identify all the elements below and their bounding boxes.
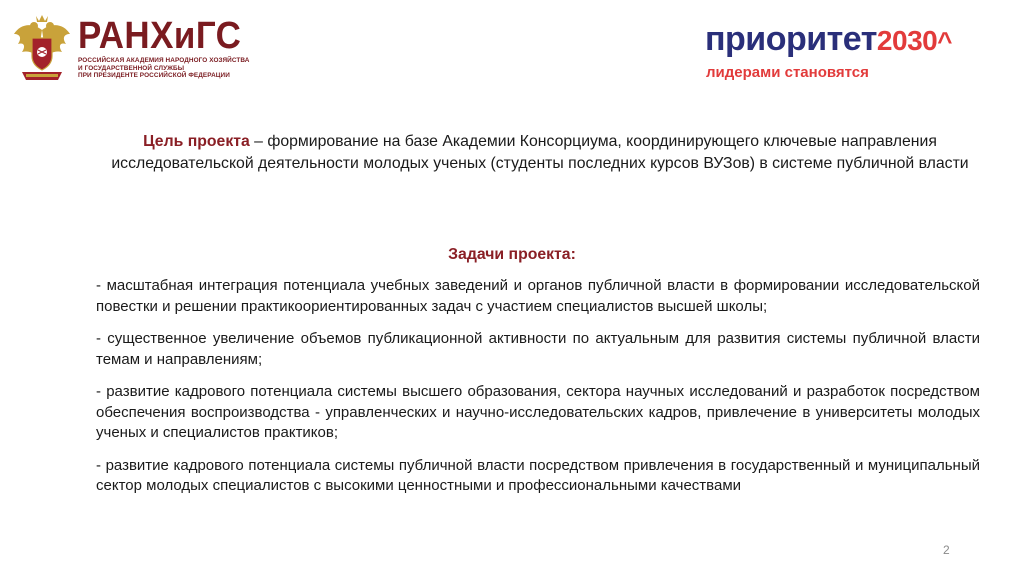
priority-caret: ^ — [937, 26, 952, 56]
task-item: - развитие кадрового потенциала системы публичной власти посредством привлечения в государственный и муниципальный сектор молодых специалистов с высокими ценностными и профессиональными качествами — [96, 456, 980, 494]
ranepa-subtitle — [78, 57, 248, 80]
ranepa-subtitle-line: РОССИЙСКАЯ АКАДЕМИЯ НАРОДНОГО ХОЗЯЙСТВА — [78, 57, 250, 64]
ranepa-subtitle-line: И ГОСУДАРСТВЕННОЙ СЛУЖБЫ — [78, 64, 185, 72]
task-item: - развитие кадрового потенциала системы высшего образования, сектора научных исследований и разработок посредством обеспечения воспроизводства - управленческих и научно-исследовательских кадров, привлечение в университеты молодых ученых и специалистов практиков; — [96, 383, 980, 441]
ranepa-logo — [10, 12, 250, 84]
project-goal — [96, 131, 984, 175]
page-number: 2 — [943, 543, 950, 557]
ranepa-subtitle-line: ПРИ ПРЕЗИДЕНТЕ РОССИЙСКОЙ ФЕДЕРАЦИИ — [78, 72, 230, 80]
goal-text: – формирование на базе Академии Консорциума, координирующего ключевые направления исследовательской деятельности молодых ученых (студенты последних курсов ВУЗов) в системе публичной власти — [111, 133, 969, 172]
priority-year: 2030 — [876, 25, 938, 56]
tasks-list — [96, 276, 980, 509]
priority-wordmark — [705, 20, 952, 60]
double-headed-eagle-emblem-icon — [10, 12, 74, 84]
task-item: - масштабная интеграция потенциала учебных заведений и органов публичной власти в формировании исследовательской повестки и решении практикоориентированных задач с участием специалистов высшей школы; — [96, 277, 980, 315]
priority-word: приоритет — [705, 20, 877, 58]
priority-2030-logo — [705, 20, 1015, 90]
goal-label: Цель проекта — [143, 133, 250, 150]
task-item: - существенное увеличение объемов публикационной активности по актуальным для развития системы публичной власти темам и направлениям; — [96, 330, 980, 368]
tasks-title: Задачи проекта: — [448, 246, 576, 263]
ranepa-name: РАНХиГС — [78, 15, 242, 57]
priority-slogan: лидерами становятся — [706, 64, 869, 81]
